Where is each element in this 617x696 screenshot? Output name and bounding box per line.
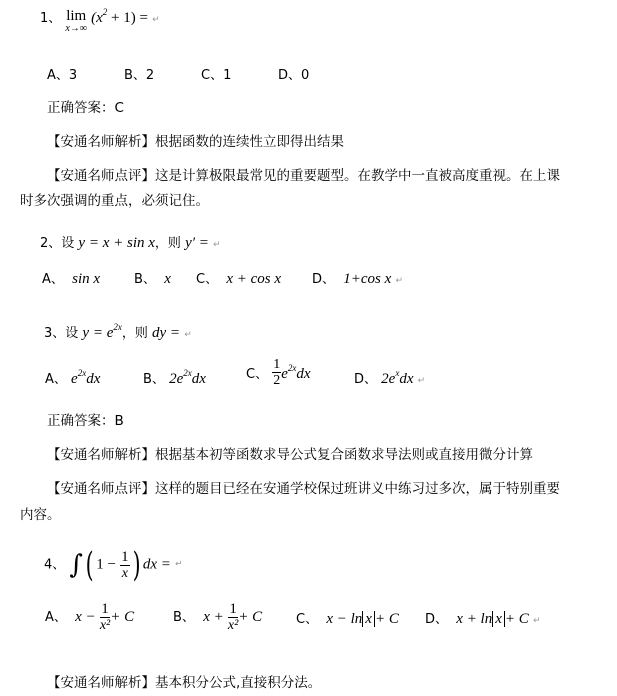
q4-option-d: D、 x + ln x + C ↵ xyxy=(425,611,541,627)
q3-option-b: B、 $2e^{2x}dx$ xyxy=(143,368,206,387)
q3-analysis: 【安通名师解析】根据基本初等函数求导公式复合函数求导法则或直接用微分计算 xyxy=(47,447,533,463)
fraction: $\frac{1}{2}$ xyxy=(273,357,281,388)
q3-answer: 正确答案：B xyxy=(47,413,124,429)
q4-analysis: 【安通名师解析】基本积分公式,直接积分法。 xyxy=(47,675,322,691)
question-1-number: 1、 xyxy=(40,11,62,26)
limit-operator: lim x→∞ xyxy=(65,8,87,34)
fraction: $\frac{1}{x}$ xyxy=(121,548,129,581)
question-3-differential: dy = xyxy=(152,325,181,341)
question-2-number: 2、设 xyxy=(40,236,75,251)
q3-comment-line2: 内容。 xyxy=(20,507,61,523)
integral-sign: ∫ xyxy=(69,550,83,580)
question-1-expression: $(x^2 + 1)$ = xyxy=(91,7,148,26)
question-4-number: 4、 xyxy=(44,557,66,573)
q3-comment-line1: 【安通名师点评】这样的题目已经在安通学校保过班讲义中练习过多次，属于特别重要 xyxy=(47,481,560,497)
q1-analysis: 【安通名师解析】根据函数的连续性立即得出结果 xyxy=(47,134,344,150)
q2-option-b: B、 x xyxy=(134,271,171,287)
return-mark: ↵ xyxy=(152,15,160,25)
return-mark: ↵ xyxy=(184,330,192,340)
question-3-number: 3、设 xyxy=(44,326,79,341)
question-1 xyxy=(40,8,160,36)
q1-option-a: A、3 xyxy=(47,68,78,83)
return-mark: ↵ xyxy=(175,559,183,570)
q1-option-c: C、1 xyxy=(201,68,232,83)
question-2-derivative: y′ = xyxy=(185,235,209,251)
q1-option-b: B、2 xyxy=(124,68,155,83)
question-3-expression: $y = e^{2x}$ xyxy=(82,322,122,341)
q4-option-c: C、 x − ln x + C xyxy=(296,611,399,627)
q1-answer: 正确答案：C xyxy=(47,100,124,116)
question-2-expression: y = x + sin x xyxy=(78,235,155,251)
return-mark: ↵ xyxy=(213,240,221,250)
q2-option-c: C、 x + cos x xyxy=(196,271,282,287)
question-4: 4、 ∫( 1 − $\frac{1}{x}$ ) dx = ↵ xyxy=(44,545,183,585)
q1-comment-line2: 时多次强调的重点，必须记住。 xyxy=(20,193,209,209)
q4-option-b: B、 x + $\frac{1}{\text{x²}}$ + C xyxy=(173,601,263,633)
q3-option-d: D、 $2e^xdx$ ↵ xyxy=(354,368,426,387)
question-2: 2、设 y = x + sin x，则 y′ = ↵ xyxy=(40,235,221,251)
q3-option-c: C、 $\frac{1}{2}$ $e^{2x}dx$ xyxy=(246,357,311,388)
q4-option-a: A、 x − $\frac{1}{\text{x²}}$ + C xyxy=(45,601,135,633)
q2-option-d: D、 1+cos x ↵ xyxy=(312,271,403,287)
q1-comment-line1: 【安通名师点评】这是计算极限最常见的重要题型。在教学中一直被高度重视。在上课 xyxy=(47,168,560,184)
q3-option-a: A、 $e^{2x}dx$ xyxy=(45,368,101,387)
q1-option-d: D、0 xyxy=(278,68,310,83)
q2-option-a: A、 sin x xyxy=(42,271,101,287)
question-3: 3、设 $y = e^{2x}$，则 dy = ↵ xyxy=(44,322,192,341)
